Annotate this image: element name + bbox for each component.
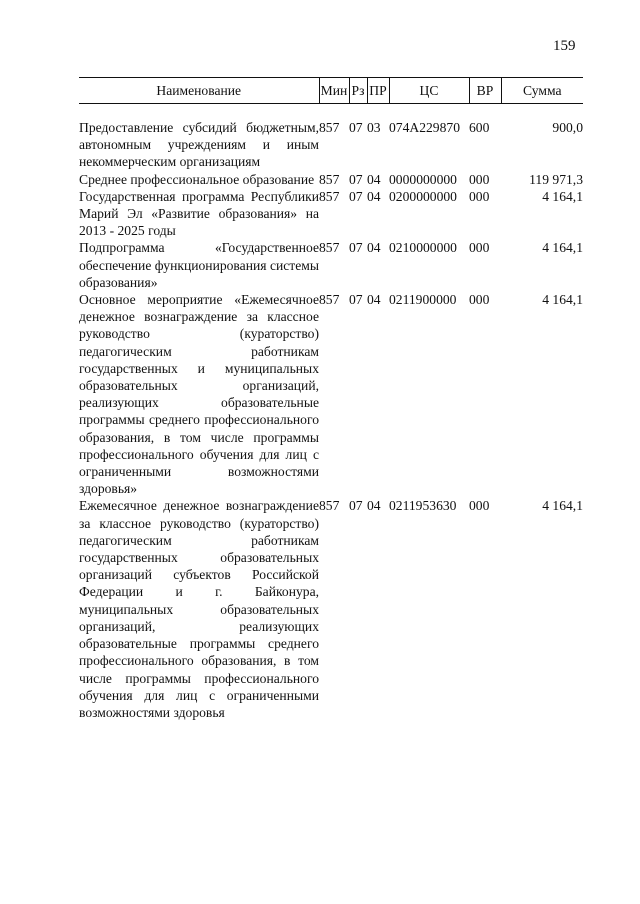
table-row <box>79 171 583 188</box>
row-pr: 04 <box>367 171 381 187</box>
row-rz: 07 <box>349 498 363 514</box>
row-min: 857 <box>319 188 340 204</box>
row-min: 857 <box>319 498 340 514</box>
row-rz: 07 <box>349 171 363 187</box>
row-name: Государственная программа Республики Марий Эл «Развитие образования» на 2013 - 2025 годы <box>79 188 319 239</box>
row-name: Основное мероприятие «Ежемесячное денежное вознаграждение за классное руководство (кураторство) педагогическим работникам государственных и муниципальных образовательных организаций, реализующих образовательные программы среднего профессионального образования, в том числе программы профессионального обучения для лиц с ограниченными возможностями здоровья» <box>79 292 319 497</box>
spacer-row <box>79 104 583 120</box>
row-pr: 04 <box>367 188 381 204</box>
header-name: Наименование <box>79 78 319 104</box>
header-sum: Сумма <box>501 78 583 104</box>
table-row <box>79 291 583 497</box>
row-sum: 4 164,1 <box>542 240 583 256</box>
table-row <box>79 239 583 291</box>
row-pr: 03 <box>367 120 381 135</box>
row-vr: 600 <box>469 120 490 135</box>
row-name: Подпрограмма «Государственное обеспечение функционирования системы образования» <box>79 240 319 290</box>
row-sum: 4 164,1 <box>542 292 583 308</box>
row-name: Предоставление субсидий бюджетным, автономным учреждениям и иным некоммерческим организациям <box>79 120 319 170</box>
row-cs: 0210000000 <box>389 240 457 256</box>
row-name: Ежемесячное денежное вознаграждение за классное руководство (кураторство) педагогическим работникам государственных образовательных организаций субъектов Российской Федерации и г. Байконура, муниципальных образовательных организаций, реализующих образовательные программы среднего профессионального образования, в том числе программы профессионального обучения для лиц с ограниченными возможностями здоровья <box>79 498 319 720</box>
row-pr: 04 <box>367 292 381 308</box>
row-cs: 074А229870 <box>389 120 460 135</box>
row-vr: 000 <box>469 498 490 514</box>
row-rz: 07 <box>349 120 363 135</box>
row-min: 857 <box>319 120 340 135</box>
row-cs: 0200000000 <box>389 188 457 204</box>
row-min: 857 <box>319 171 340 187</box>
header-pr: ПР <box>367 78 389 104</box>
budget-table <box>79 77 583 721</box>
row-sum: 119 971,3 <box>529 171 583 187</box>
table-row <box>79 497 583 721</box>
row-cs: 0211900000 <box>389 292 457 308</box>
table-header-row <box>79 78 583 104</box>
header-cs: ЦС <box>389 78 469 104</box>
row-vr: 000 <box>469 292 490 308</box>
row-sum: 900,0 <box>552 120 583 135</box>
row-name: Среднее профессиональное образование <box>79 171 315 187</box>
row-sum: 4 164,1 <box>542 498 583 514</box>
row-vr: 000 <box>469 188 490 204</box>
row-vr: 000 <box>469 240 490 256</box>
row-rz: 07 <box>349 240 363 256</box>
table-row <box>79 119 583 171</box>
row-vr: 000 <box>469 171 490 187</box>
header-vr: ВР <box>469 78 501 104</box>
row-pr: 04 <box>367 240 381 256</box>
row-cs: 0211953630 <box>389 498 457 514</box>
page-number: 159 <box>553 38 576 54</box>
row-min: 857 <box>319 292 340 308</box>
row-rz: 07 <box>349 292 363 308</box>
row-rz: 07 <box>349 188 363 204</box>
row-cs: 0000000000 <box>389 171 457 187</box>
table-row <box>79 188 583 240</box>
header-min: Мин <box>319 78 349 104</box>
row-pr: 04 <box>367 498 381 514</box>
row-min: 857 <box>319 240 340 256</box>
header-rz: Рз <box>349 78 367 104</box>
row-sum: 4 164,1 <box>542 188 583 204</box>
